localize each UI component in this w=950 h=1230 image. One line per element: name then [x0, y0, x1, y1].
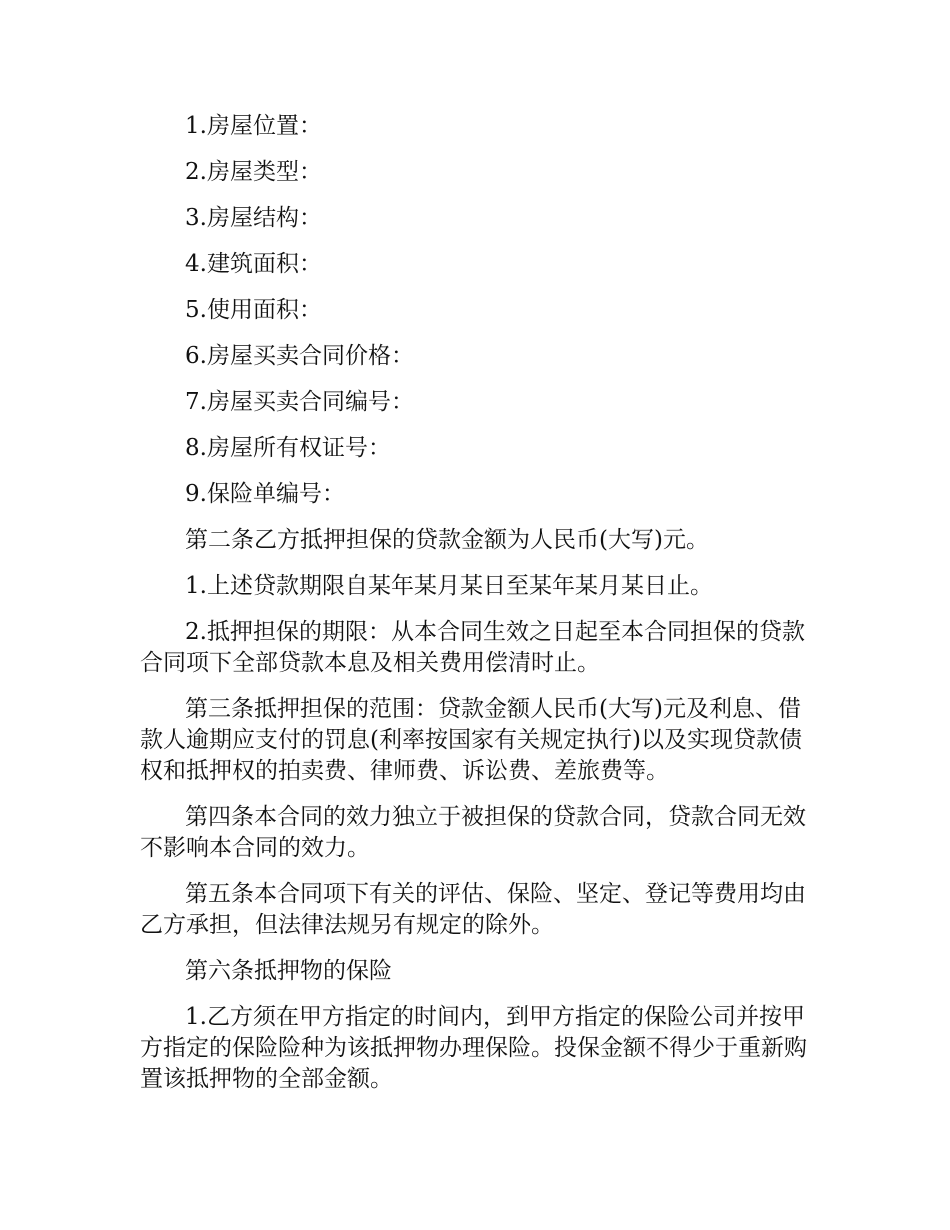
article-2-clause-2: 2.抵押担保的期限：从本合同生效之日起至本合同担保的贷款合同项下全部贷款本息及相关费用偿清时止。: [140, 619, 805, 676]
item-house-type: 2.房屋类型：: [185, 159, 322, 185]
item-sale-contract-price: 6.房屋买卖合同价格：: [185, 343, 414, 369]
item-usable-area: 5.使用面积：: [185, 297, 322, 323]
article-5: 第五条本合同项下有关的评估、保险、坚定、登记等费用均由乙方承担，但法律法规另有规定的除外。: [140, 881, 806, 938]
article-2: 第二条乙方抵押担保的贷款金额为人民币(大写)元。: [185, 527, 709, 553]
item-ownership-certificate: 8.房屋所有权证号：: [185, 435, 391, 461]
article-6-clause-1: 1.乙方须在甲方指定的时间内，到甲方指定的保险公司并按甲方指定的保险险种为该抵押物办理保险。投保金额不得少于重新购置该抵押物的全部金额。: [140, 1004, 807, 1092]
item-house-structure: 3.房屋结构：: [185, 205, 322, 231]
article-3: 第三条抵押担保的范围：贷款金额人民币(大写)元及利息、借款人逾期应支付的罚息(利率按国家有关规定执行)以及实现贷款债权和抵押权的拍卖费、律师费、诉讼费、差旅费等。: [140, 696, 802, 784]
document-body: [140, 111, 810, 1110]
item-house-location: 1.房屋位置：: [185, 113, 322, 139]
article-4: 第四条本合同的效力独立于被担保的贷款合同，贷款合同无效不影响本合同的效力。: [140, 804, 806, 861]
item-sale-contract-number: 7.房屋买卖合同编号：: [185, 389, 414, 415]
item-building-area: 4.建筑面积：: [185, 251, 322, 277]
item-insurance-policy-number: 9.保险单编号：: [185, 481, 345, 507]
article-6-heading: 第六条抵押物的保险: [185, 958, 392, 984]
article-2-clause-1: 1.上述贷款期限自某年某月某日至某年某月某日止。: [185, 573, 713, 599]
